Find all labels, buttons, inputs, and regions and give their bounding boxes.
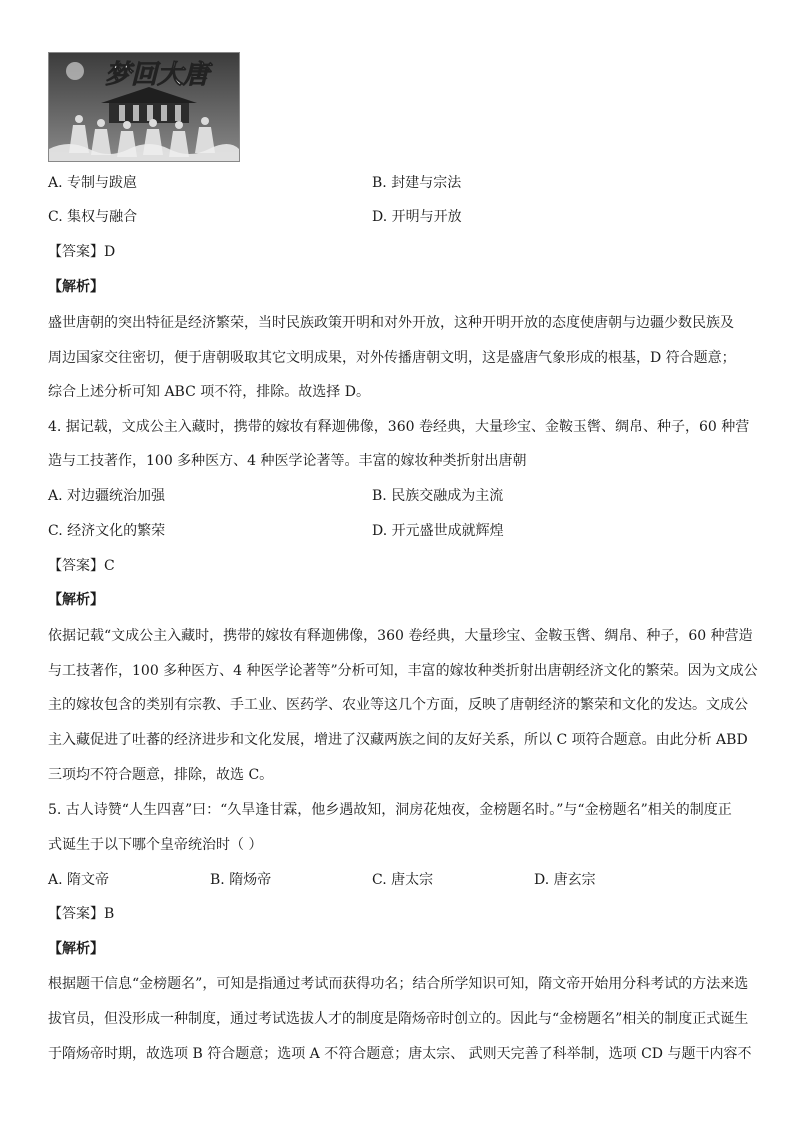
q3-option-d: D. 开明与开放 bbox=[372, 209, 462, 225]
q4-analysis-line: 主入藏促进了吐蕃的经济进步和文化发展，增进了汉藏两族之间的友好关系，所以 C 项符合题意。由此分析 ABD bbox=[48, 732, 748, 748]
q3-option-b: B. 封建与宗法 bbox=[372, 175, 462, 191]
q4-analysis-line: 三项均不符合题意，排除，故选 C。 bbox=[48, 767, 274, 783]
q5-analysis-label: 【解析】 bbox=[48, 941, 104, 957]
q3-option-a: A. 专制与跋扈 bbox=[48, 175, 138, 191]
q5-answer: 【答案】B bbox=[48, 906, 115, 922]
q4-analysis-line: 与工技著作，100 多种医方、4 种医学论著等”分析可知，丰富的嫁妆种类折射出唐朝经济文化的繁荣。因为文成公 bbox=[48, 663, 758, 679]
q4-option-a: A. 对边疆统治加强 bbox=[48, 488, 166, 504]
q5-option-c: C. 唐太宗 bbox=[372, 872, 434, 888]
tang-dynasty-illustration bbox=[48, 52, 240, 162]
q3-analysis-line: 周边国家交往密切，便于唐朝吸取其它文明成果，对外传播唐朝文明，这是盛唐气象形成的根基，D 符合题意； bbox=[48, 350, 736, 366]
q4-analysis-line: 主的嫁妆包含的类别有宗教、手工业、医药学、农业等这几个方面，反映了唐朝经济的繁荣和文化的发达。文成公 bbox=[48, 697, 748, 713]
q5-analysis-line: 于隋炀帝时期，故选项 B 符合题意；选项 A 不符合题意；唐太宗、 武则天完善了科举制，选项 CD 与题干内容不 bbox=[48, 1046, 752, 1062]
q4-stem-line: 4. 据记载，文成公主入藏时，携带的嫁妆有释迦佛像，360 卷经典，大量珍宝、金鞍玉辔、绸帛、种子，60 种营 bbox=[48, 419, 750, 435]
q3-analysis-line: 盛世唐朝的突出特征是经济繁荣，当时民族政策开明和对外开放，这种开明开放的态度使唐朝与边疆少数民族及 bbox=[48, 315, 734, 331]
illustration-title: 梦回大唐 bbox=[105, 60, 210, 90]
q5-option-d: D. 唐玄宗 bbox=[534, 872, 596, 888]
q5-option-a: A. 隋文帝 bbox=[48, 872, 110, 888]
q5-stem-line: 式诞生于以下哪个皇帝统治时（ ） bbox=[48, 837, 263, 853]
illustration-graphic bbox=[49, 53, 239, 161]
q3-answer: 【答案】D bbox=[48, 244, 116, 260]
q4-option-c: C. 经济文化的繁荣 bbox=[48, 523, 166, 539]
q5-option-b: B. 隋炀帝 bbox=[210, 872, 272, 888]
q4-analysis-line: 依据记载“文成公主入藏时，携带的嫁妆有释迦佛像，360 卷经典，大量珍宝、金鞍玉辔、绸帛、种子，60 种营造 bbox=[48, 628, 753, 644]
q5-stem-line: 5. 古人诗赞“人生四喜”曰：“久旱逢甘霖，他乡遇故知，洞房花烛夜，金榜题名时。”与“金榜题名”相关的制度正 bbox=[48, 802, 732, 818]
q3-analysis-line: 综合上述分析可知 ABC 项不符，排除。故选择 D。 bbox=[48, 384, 370, 400]
q4-answer: 【答案】C bbox=[48, 558, 115, 574]
q4-option-b: B. 民族交融成为主流 bbox=[372, 488, 504, 504]
q3-analysis-label: 【解析】 bbox=[48, 279, 104, 295]
q5-analysis-line: 拔官员，但没形成一种制度，通过考试选拔人才的制度是隋炀帝时创立的。因此与“金榜题名”相关的制度正式诞生 bbox=[48, 1011, 749, 1027]
q3-option-c: C. 集权与融合 bbox=[48, 209, 138, 225]
q5-analysis-line: 根据题干信息“金榜题名”，可知是指通过考试而获得功名；结合所学知识可知，隋文帝开始用分科考试的方法来选 bbox=[48, 976, 749, 992]
q4-analysis-label: 【解析】 bbox=[48, 592, 104, 608]
q4-stem-line: 造与工技著作，100 多种医方、4 种医学论著等。丰富的嫁妆种类折射出唐朝 bbox=[48, 453, 527, 469]
q4-option-d: D. 开元盛世成就辉煌 bbox=[372, 523, 504, 539]
